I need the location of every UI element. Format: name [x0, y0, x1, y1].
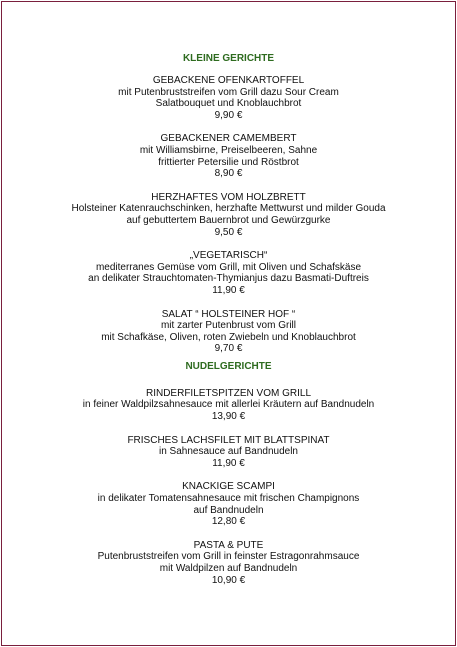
dish-description: mit Williamsbirne, Preiselbeeren, Sahne [139, 144, 318, 156]
dish-name: FRISCHES LACHSFILET MIT BLATTSPINAT [127, 434, 330, 446]
dish-description: Salatbouquet und Knoblauchbrot [155, 98, 302, 110]
menu-page [0, 53, 457, 598]
dish-description: auf gebuttertem Bauernbrot und Gewürzgurke [126, 214, 331, 226]
dish-description: Putenbruststreifen vom Grill in feinster Estragonrahmsauce [97, 551, 360, 563]
dish-description: mit zarter Putenbrust vom Grill [160, 320, 297, 332]
menu-item-holzbrett [0, 192, 457, 238]
dish-price: 11,90 € [212, 284, 245, 296]
dish-price: 12,80 € [211, 516, 246, 528]
section-title-kleine-gerichte: KLEINE GERICHTE [182, 53, 275, 64]
menu-item-lachsfilet [0, 435, 457, 470]
menu-item-salat [0, 309, 457, 355]
dish-price: 10,90 € [211, 574, 246, 586]
dish-price: 9,50 € [214, 226, 243, 238]
menu-item-pasta-pute [0, 540, 457, 586]
dish-price: 13,90 € [211, 411, 246, 423]
dish-name: „VEGETARISCH“ [189, 250, 268, 262]
dish-description: in Sahnesauce auf Bandnudeln [158, 446, 298, 458]
dish-name: GEBACKENE OFENKARTOFFEL [152, 75, 305, 86]
dish-description: in delikater Tomatensahnesauce mit frischen Champignons [97, 493, 360, 505]
section-title-nudelgerichte: NUDELGERICHTE [185, 360, 272, 372]
dish-name: HERZHAFTES VOM HOLZBRETT [151, 191, 306, 203]
dish-price: 11,90 € [212, 457, 245, 469]
dish-price: 8,90 € [214, 168, 243, 180]
dish-description: mit Schafkäse, Oliven, roten Zwiebeln und Knoblauchbrot [101, 331, 356, 343]
menu-item-ofenkartoffel [0, 75, 457, 121]
dish-name: GEBACKENER CAMEMBERT [160, 133, 297, 145]
dish-name: KNACKIGE SCAMPI [182, 481, 275, 493]
dish-description: Holsteiner Katenrauchschinken, herzhafte Mettwurst und milder Gouda [71, 203, 386, 215]
dish-description: mit Putenbruststreifen vom Grill dazu Sour Cream [118, 86, 339, 98]
dish-description: mit Waldpilzen auf Bandnudeln [159, 563, 298, 574]
dish-name: RINDERFILETSPITZEN VOM GRILL [145, 387, 312, 399]
dish-name: PASTA & PUTE [193, 539, 264, 551]
dish-description: an delikater Strauchtomaten-Thymianjus dazu Basmati-Duftreis [88, 273, 369, 285]
dish-description: in feiner Waldpilzsahnesauce mit allerlei Kräutern auf Bandnudeln [82, 399, 375, 411]
dish-price: 9,70 € [214, 343, 243, 355]
dish-description: frittierter Petersilie und Röstbrot [158, 156, 299, 168]
dish-name: SALAT “ HOLSTEINER HOF “ [161, 308, 296, 320]
menu-item-scampi [0, 481, 457, 527]
dish-price: 9,90 € [214, 109, 243, 121]
menu-item-rinderfilet [0, 388, 457, 423]
menu-item-camembert [0, 133, 457, 179]
dish-description: auf Bandnudeln [193, 504, 264, 516]
dish-description: mediterranes Gemüse vom Grill, mit Oliven und Schafskäse [95, 261, 362, 273]
menu-item-vegetarisch [0, 250, 457, 296]
